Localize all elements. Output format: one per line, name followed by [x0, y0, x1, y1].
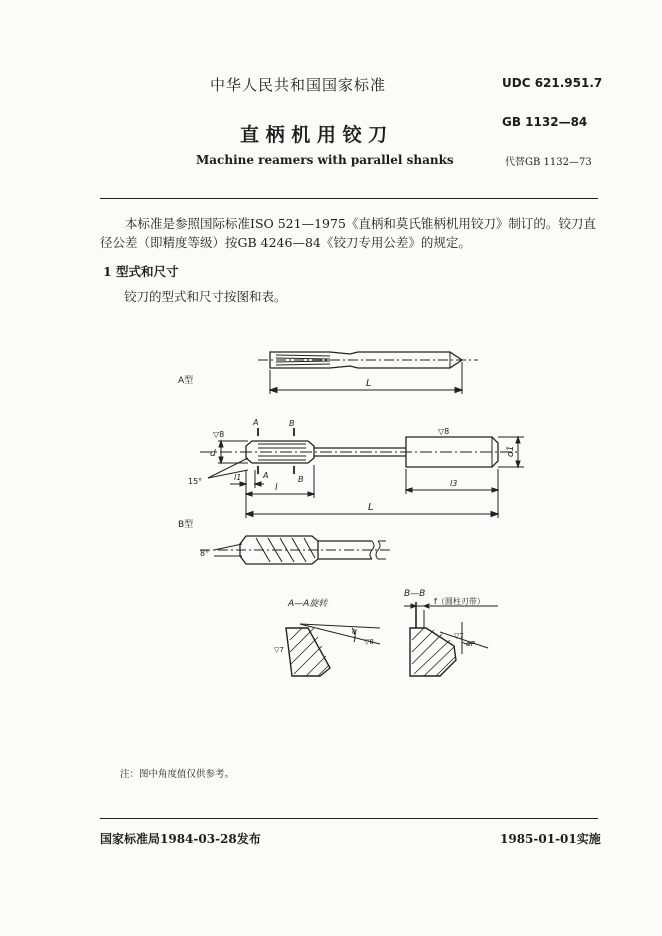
type-a-label: A型 [178, 376, 194, 386]
section-bb-label: B—B [404, 589, 426, 599]
overview-length-label: L [366, 378, 372, 389]
document-title-en: Machine reamers with parallel shanks [196, 153, 454, 167]
type-b-label: B型 [178, 520, 194, 530]
lead-length-label: l1 [234, 473, 242, 482]
issue-date: 国家标准局1984-03-28发布 [100, 832, 261, 846]
land-note-label: f（圆柱刃带） [434, 597, 485, 606]
figure-note: 注：图中角度值仅供参考。 [120, 769, 235, 780]
udc-number: UDC 621.951.7 [502, 76, 603, 90]
reamer-type-b [200, 536, 392, 564]
reamer-overview-a [258, 352, 478, 368]
section-aa-finish-left: ▽7 [274, 646, 284, 654]
total-length-label: L [368, 502, 374, 513]
footer-rule [100, 818, 598, 819]
standard-org-title: 中华人民共和国国家标准 [210, 76, 387, 94]
section-a-a-view [286, 624, 380, 676]
section-aa-label: A—A旋转 [288, 599, 328, 609]
surface-finish-shank: ▽8 [438, 427, 450, 436]
document-title-cn: 直 柄 机 用 铰 刀 [240, 124, 388, 146]
section-1-text: 铰刀的型式和尺寸按图和表。 [124, 289, 287, 304]
section-aa-finish: ▽8 [364, 638, 374, 646]
section-mark-a-bottom: A [263, 471, 269, 480]
section-b-b-view [404, 602, 498, 676]
helix-angle-label: 8° [200, 549, 210, 558]
section-1-heading: 1 型式和尺寸 [103, 264, 179, 279]
section-mark-a-top: A [253, 418, 259, 427]
clearance-angle-label: α [352, 627, 358, 636]
shank-length-label: l3 [450, 479, 458, 488]
alpha-p-label: αP [466, 640, 475, 648]
intro-paragraph: 本标准是参照国际标准ISO 521—1975《直柄和莫氏锥柄机用铰刀》制订的。铰刀直径公差（即精度等级）按GB 4246—84《铰刀专用公差》的规定。 [100, 216, 596, 250]
section-mark-b-top: B [289, 419, 295, 428]
diameter-label: d [210, 449, 216, 459]
effective-date: 1985-01-01实施 [500, 832, 601, 846]
cutting-length-label: l [275, 483, 278, 493]
shank-diameter-label: d1 [506, 445, 516, 457]
section-mark-b-bottom: B [298, 475, 304, 484]
replaces-standard: 代替GB 1132—73 [505, 157, 592, 168]
section-bb-finish: ▽7 [454, 632, 464, 640]
standard-number: GB 1132—84 [502, 115, 588, 129]
surface-finish-d: ▽8 [213, 430, 225, 439]
chamfer-angle-label: 15° [188, 477, 203, 486]
